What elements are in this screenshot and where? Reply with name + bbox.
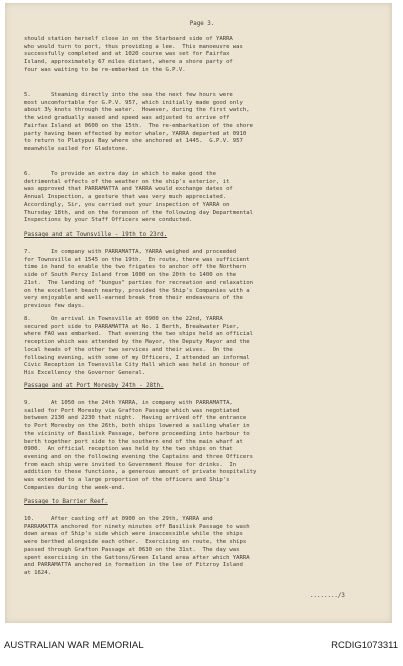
- text-line: secured port side to PARRAMATTA at No. 1 Berth, Breakwater Pier,: [24, 323, 240, 330]
- text-line: Inspections by your Staff Officers were conducted.: [24, 217, 193, 224]
- text-line: for Townsville at 1545 on the 19th. En route, there was sufficient: [24, 256, 250, 263]
- text-line: who would turn to port, thus providing a lee. This manoeuvre was: [24, 43, 243, 50]
- text-line: about 3½ knots through the water. However, during the first watch,: [24, 107, 250, 114]
- text-line: evening and on the following evening the Captains and three Officers: [24, 453, 254, 460]
- paragraph-5: [24, 92, 380, 154]
- section-heading-townsville: Passage and at Townsville - 19th to 23rd.: [24, 232, 168, 238]
- text-line: where FAO was embarked. That evening the two ships held an official: [24, 331, 254, 338]
- page-number: Page 3.: [189, 21, 215, 27]
- text-line: successfully completed and at 1020 course was set for Fairfax: [24, 51, 230, 58]
- text-line: down areas of Ship's side which were inaccessible while the ships: [24, 531, 243, 538]
- text-line: to return to Platypus Bay where she anchored at 1445. G.P.V. 957: [24, 138, 243, 145]
- text-line: to Port Moresby on the 26th, both ships lowered a sailing whaler in: [24, 423, 250, 430]
- text-line: sailed for Port Moresby via Grafton Passage which was negotiated: [24, 407, 240, 414]
- paragraph-9: [24, 400, 380, 492]
- text-line: meanwhile sailed for Gladstone.: [24, 145, 129, 152]
- paragraph-intro: [24, 36, 380, 75]
- text-line: 6. To provide an extra day in which to make good the: [24, 171, 216, 177]
- text-line: His Excellency the Governor General.: [24, 369, 146, 376]
- text-line: 9. At 1050 on the 24th YARRA, in company with PARRAMATTA,: [24, 400, 233, 406]
- text-line: were berthed alongside each other. Exercising en route, the ships: [24, 539, 247, 546]
- text-line: Civic Reception in Townsville City Hall which was held in honour of: [24, 362, 250, 369]
- text-line: berth together port side to the southern end of the main wharf at: [24, 438, 243, 445]
- text-line: detrimental effects of the weather on the ship's exterior, it: [24, 178, 230, 185]
- text-line: most uncomfortable for G.P.V. 957, which initially made good only: [24, 99, 243, 106]
- institution-name: AUSTRALIAN WAR MEMORIAL: [4, 640, 144, 651]
- text-line: passed through Grafton Passage at 0630 on the 31st. The day was: [24, 546, 240, 553]
- text-line: 21st. The landing of "bungus" parties for recreation and relaxation: [24, 279, 254, 286]
- text-line: reception which was attended by the Mayor, the Deputy Mayor and the: [24, 339, 250, 346]
- continuation-marker: ......../3: [310, 593, 345, 599]
- text-line: Companies during the week-end.: [24, 484, 126, 491]
- text-line: previous few days.: [24, 302, 85, 309]
- section-heading-barrier-reef: Passage to Barrier Reef.: [24, 499, 108, 505]
- document-page: [5, 3, 392, 623]
- paragraph-8: [24, 316, 380, 378]
- text-line: Island, approximately 67 miles distant, where a shore party of: [24, 59, 233, 66]
- section-heading-port-moresby: Passage and at Port Moresby 24th - 28th.: [24, 383, 164, 389]
- text-line: addition to these functions, a generous amount of private hospitality: [24, 469, 257, 476]
- text-line: on the excellent beach nearby, provided the Ship's Companies with a: [24, 287, 250, 294]
- text-line: was extended to a large proportion of the officers and Ship's: [24, 477, 230, 484]
- text-line: the wind gradually eased and speed was adjusted to arrive off: [24, 115, 230, 122]
- text-line: following evening, with some of my Officers, I attended an informal: [24, 354, 250, 361]
- text-line: was approved that PARRAMATTA and YARRA would exchange dates of: [24, 186, 233, 193]
- text-line: Fairfax Island at 0600 on the 15th. The re-embarkation of the shore: [24, 122, 254, 129]
- text-line: and PARRAMATTA anchored in formation in the lee of Fitzroy Island: [24, 562, 243, 569]
- text-line: very enjoyable and well-earned break from their endeavours of the: [24, 295, 243, 302]
- text-line: side of South Percy Island from 1000 on the 20th to 1400 on the: [24, 272, 237, 279]
- text-line: at 1624.: [24, 569, 51, 576]
- text-line: 8. On arrival in Townsville at 0900 on the 22nd, YARRA: [24, 316, 223, 322]
- text-line: local heads of the other two services and their wives. On the: [24, 346, 233, 353]
- text-line: Accordingly, Sir, you carried out your inspection of YARRA on: [24, 201, 230, 208]
- text-line: four was waiting to be re-embarked in the G.P.V.: [24, 66, 186, 73]
- text-line: 7. In company with PARRAMATTA, YARRA weighed and proceeded: [24, 249, 237, 255]
- text-line: from each ship were invited to Government House for drinks. In: [24, 461, 237, 468]
- text-line: time in hand to enable the two frigates to anchor off the Northern: [24, 264, 247, 271]
- text-line: 0900. An official reception was held by the two ships on that: [24, 446, 233, 453]
- text-line: spent exercising in the Gattons/Green Island area after which YARRA: [24, 554, 250, 561]
- text-line: between 2130 and 2230 that night. Having arrived off the entrance: [24, 415, 247, 422]
- text-line: 5. Steaming directly into the sea the next few hours were: [24, 92, 233, 98]
- record-id: RCDIG1073311: [331, 640, 398, 651]
- text-line: the vicinity of Basilisk Passage, before proceeding into harbour to: [24, 430, 250, 437]
- paragraph-7: [24, 249, 380, 311]
- text-line: PARRAMATTA anchored for ninety minutes off Basilisk Passage to wash: [24, 523, 250, 530]
- paragraph-6: [24, 171, 380, 225]
- text-line: should station herself close in on the Starboard side of YARRA: [24, 36, 233, 42]
- text-line: Thursday 18th, and on the forenoon of the following day Departmental: [24, 209, 254, 216]
- text-line: 10. After casting off at 0900 on the 29th, YARRA and: [24, 516, 213, 522]
- text-line: party having been effected by motor whaler, YARRA departed at 0910: [24, 130, 247, 137]
- paragraph-10: [24, 516, 380, 578]
- text-line: Annual Inspection, a gesture that was very much appreciated.: [24, 194, 227, 201]
